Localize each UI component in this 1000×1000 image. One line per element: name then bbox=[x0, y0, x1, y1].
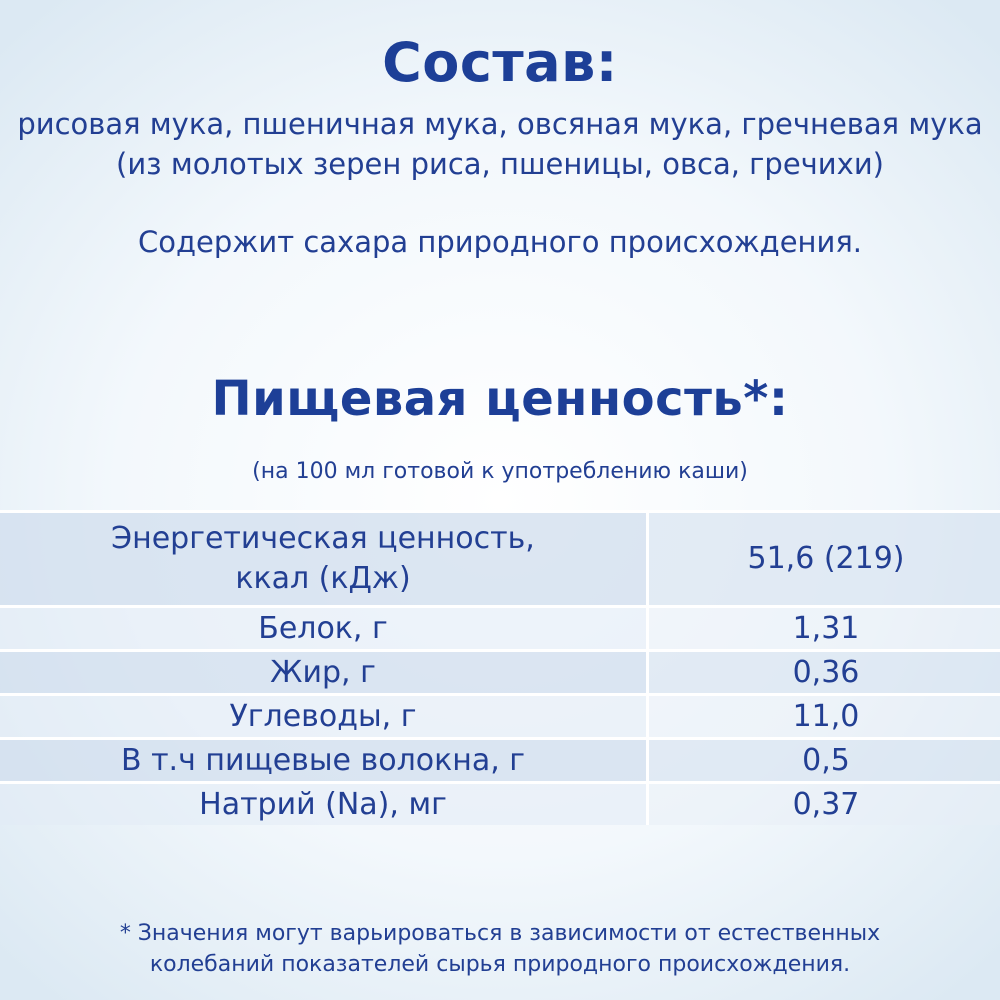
nutrient-value-fat: 0,36 bbox=[648, 651, 1000, 695]
table-row bbox=[0, 651, 1000, 695]
nutrient-value-sodium: 0,37 bbox=[648, 783, 1000, 826]
nutrient-label-protein: Белок, г bbox=[0, 607, 648, 651]
nutrient-label-fiber: В т.ч пищевые волокна, г bbox=[0, 739, 648, 783]
nutrition-table bbox=[0, 510, 1000, 825]
nutrition-title: Пищевая ценность*: bbox=[211, 371, 789, 427]
table-row bbox=[0, 512, 1000, 607]
footnote-line1: * Значения могут варьироваться в зависимости от естественных bbox=[119, 921, 881, 946]
table-row bbox=[0, 783, 1000, 826]
nutrient-value-carbs: 11,0 bbox=[648, 695, 1000, 739]
energy-label-line1: Энергетическая ценность, bbox=[111, 521, 535, 556]
nutrient-value-energy: 51,6 (219) bbox=[648, 512, 1000, 607]
serving-note: (на 100 мл готовой к употреблению каши) bbox=[252, 459, 748, 484]
table-row bbox=[0, 739, 1000, 783]
ingredients-text: рисовая мука, пшеничная мука, овсяная мука, гречневая мука (из молотых зерен риса, пшеницы, овса, гречихи) bbox=[17, 107, 983, 181]
nutrient-label-energy bbox=[0, 512, 648, 607]
energy-label-line2: ккал (кДж) bbox=[235, 561, 411, 596]
sugar-note: Содержит сахара природного происхождения. bbox=[137, 225, 863, 259]
footnote bbox=[20, 918, 980, 980]
nutrient-value-fiber: 0,5 bbox=[648, 739, 1000, 783]
nutrient-value-protein: 1,31 bbox=[648, 607, 1000, 651]
composition-title: Состав: bbox=[382, 31, 618, 94]
table-row bbox=[0, 607, 1000, 651]
nutrient-label-fat: Жир, г bbox=[0, 651, 648, 695]
footnote-line2: колебаний показателей сырья природного происхождения. bbox=[149, 952, 851, 977]
nutrient-label-carbs: Углеводы, г bbox=[0, 695, 648, 739]
nutrient-label-sodium: Натрий (Na), мг bbox=[0, 783, 648, 826]
table-row bbox=[0, 695, 1000, 739]
